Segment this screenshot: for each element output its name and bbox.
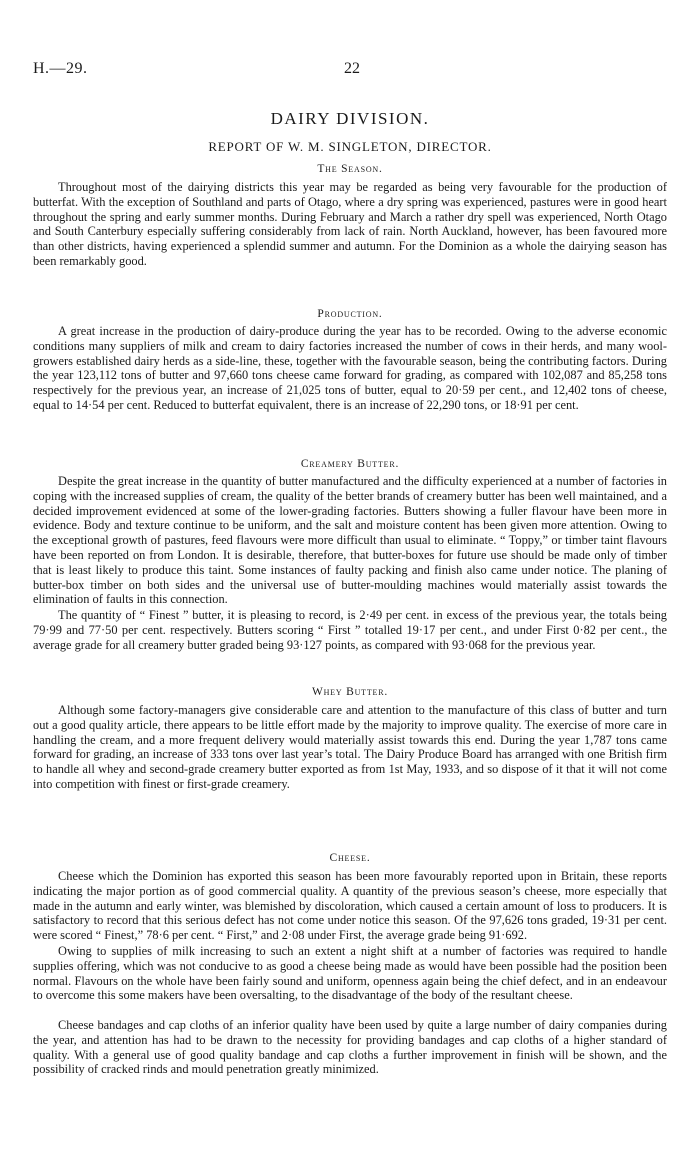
cheese-paragraph: Cheese which the Dominion has exported this season has been more favourably reported upon in Britain, these reports indicating the major portion as of good commercial quality. A quantity of the previous season’s cheese, more especially that made in the autumn and early winter, was blemished by discoloration, which caused a certain amount of loss to producers. It is satisfactory to record that this serious defect has not come under notice this season. Of the 97,626 tons graded, 19·31 per cent. were scored “ Finest,” 78·6 per cent. “ First,” and 2·08 under First, the average grade being 91·692. xyxy=(33,869,667,943)
creamery-butter-paragraph: Despite the great increase in the quantity of butter manufactured and the difficulty experienced at a number of factories in coping with the increased supplies of cream, the quality of the better brands of creamery butter has been well maintained, and a decided improvement evidenced at some of the lower-grading factories. Butters showing a fuller flavour have been more in evidence. Body and texture continue to be uniform, and the salt and moisture content has been given more attention. Owing to the exceptional growth of pastures, feed flavours were more difficult than usual to eliminate. “ Toppy,” or timber taint flavours have been reported on from London. It is desirable, therefore, that butter-boxes for future use should be made only of timber that is least likely to produce this taint. Some instances of faulty packing and finish also came under notice. The planing of butter-box timber on both sides and the universal use of butter-moulding machines would materially assist towards the elimination of faults in this connection. xyxy=(33,474,667,607)
creamery-butter-paragraph-2: The quantity of “ Finest ” butter, it is pleasing to record, is 2·49 per cent. in excess of the previous year, the totals being 79·99 and 77·50 per cent. respectively. Butters scoring “ First ” totalled 19·17 per cent., and under First 0·82 per cent., the average grade for all creamery butter graded being 93·127 points, as compared with 93·068 for the previous year. xyxy=(33,608,667,652)
production-paragraph: A great increase in the production of dairy-produce during the year has to be recorded. Owing to the adverse economic conditions many suppliers of milk and cream to dairy factories increased the number of cows in their herds, and many wool-growers established dairy herds as a side-line, these, together with the favourable season, being the contributing factors. During the year 123,112 tons of butter and 97,660 tons cheese came forward for grading, as compared with 102,087 and 85,258 tons respectively for the previous year, an increase of 21,025 tons of butter, equal to 20·59 per cent., and 12,402 tons of cheese, equal to 14·54 per cent. Reduced to butterfat equivalent, there is an increase of 22,290 tons, or 18·91 per cent. xyxy=(33,324,667,412)
whey-butter-paragraph: Although some factory-managers give considerable care and attention to the manufacture of this class of butter and turn out a good quality article, there appears to be little effort made by the majority to improve quality. The exercise of more care in handling the cream, and a more frequent delivery would materially assist towards this end. During the year 1,787 tons came forward for grading, an increase of 333 tons over last year’s total. The Dairy Produce Board has arranged with one British firm to handle all whey and second-grade creamery butter exported as from 1st May, 1933, and so dispose of it that it will not come into competition with finest or first-grade creamery. xyxy=(33,703,667,791)
season-paragraph: Throughout most of the dairying districts this year may be regarded as being very favourable for the production of butterfat. With the exception of Southland and parts of Otago, where a dry spring was experienced, pastures were in good heart throughout the spring and early summer months. During February and March a rather dry spell was experienced, North Otago and South Canterbury especially suffering considerably from lack of rain. North Auckland, however, has been favoured more than other districts, having experienced a splendid summer and autumn. For the Dominion as a whole the dairying season has been remarkably good. xyxy=(33,180,667,268)
section-heading-cheese: Cheese. xyxy=(329,852,371,864)
division-title: DAIRY DIVISION. xyxy=(270,109,430,128)
section-heading-production: Production. xyxy=(317,308,383,320)
cheese-paragraph-3: Cheese bandages and cap cloths of an inferior quality have been used by quite a large number of dairy companies during the year, and attention has had to be drawn to the necessity for providing bandages and cap cloths of a higher standard of quality. With a general use of good quality bandage and cap cloths a further improvement in finish will be shown, and the possibility of cracked rinds and mould penetration greatly minimized. xyxy=(33,1018,667,1077)
section-heading-season: The Season. xyxy=(317,163,383,175)
report-subtitle: REPORT OF W. M. SINGLETON, DIRECTOR. xyxy=(208,139,492,154)
section-heading-creamery-butter: Creamery Butter. xyxy=(300,458,400,470)
cheese-paragraph-2: Owing to supplies of milk increasing to such an extent a night shift at a number of factories was required to handle supplies offering, which was not conducive to as good a cheese being made as would have been possible had the position been normal. Flavours on the whole have been fairly sound and uniform, openness again being the chief defect, and in an endeavour to overcome this some makers have been oversalting, to the disadvantage of the body of the resultant cheese. xyxy=(33,944,667,1003)
page-number: 22 xyxy=(344,60,360,77)
section-heading-whey-butter: Whey Butter. xyxy=(311,686,389,698)
document-reference: H.—29. xyxy=(33,60,88,77)
